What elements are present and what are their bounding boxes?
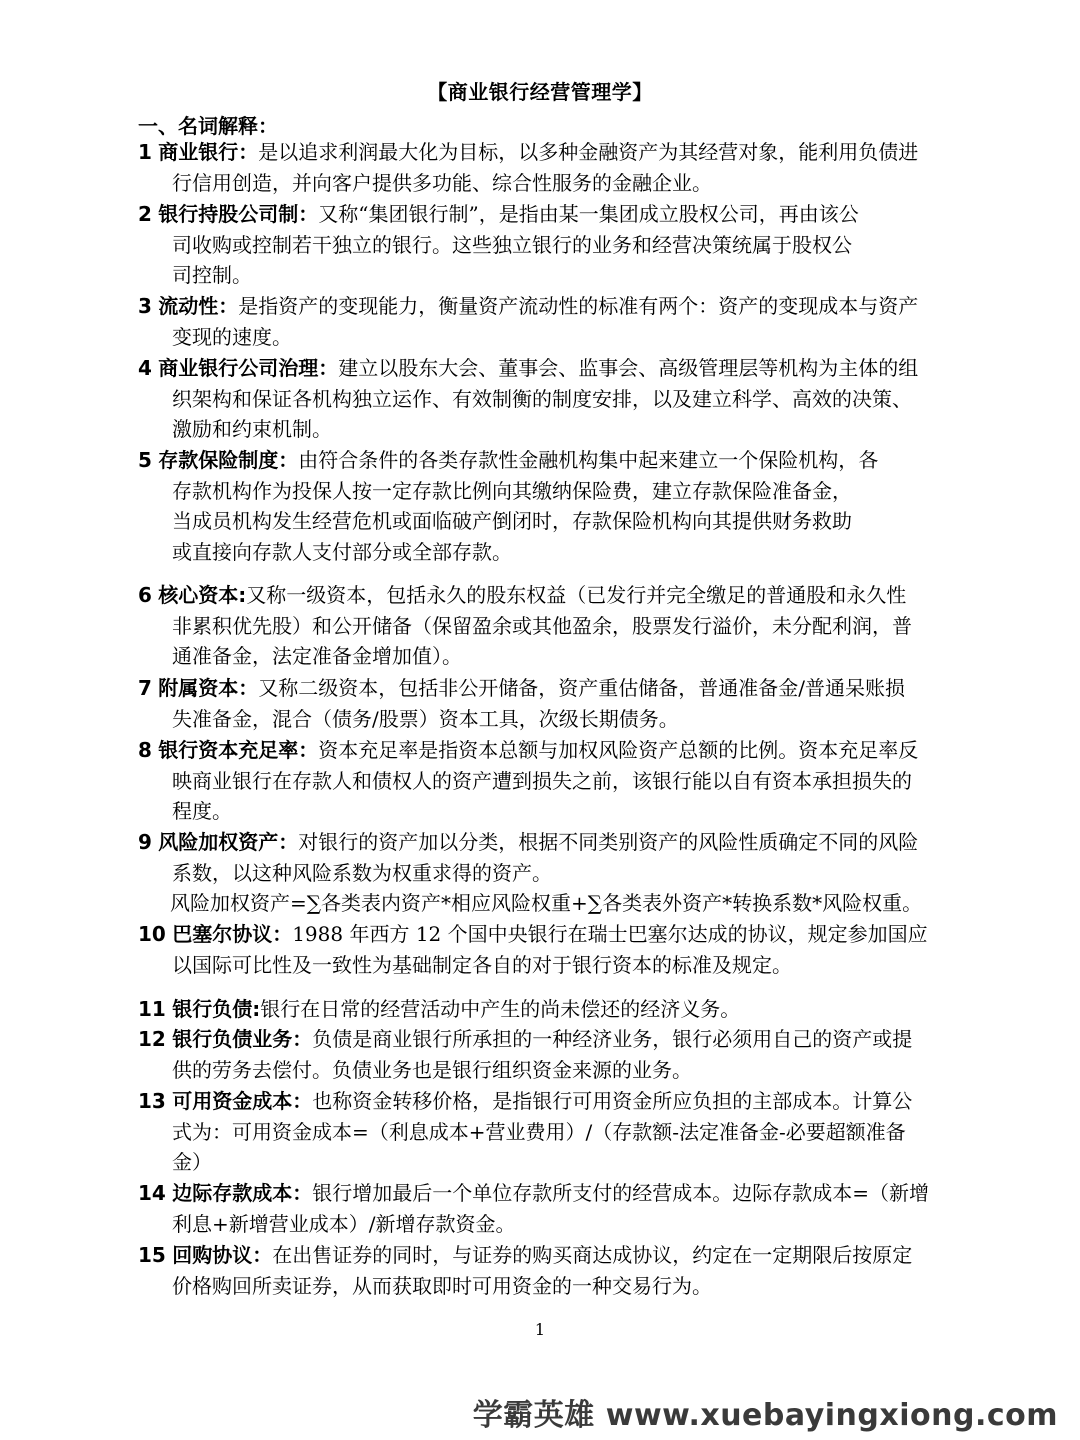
definition-term: 商业银行公司治理： [158,356,339,380]
definition-line [138,858,938,889]
definition-number: 6 [138,583,152,607]
definition-term: 银行持股公司制： [158,202,319,226]
definition-text: 通准备金，法定准备金增加值）。 [172,644,462,668]
page-number: 1 [534,1320,546,1339]
definition-text: 失准备金，混合（债务/股票）资本工具，次级长期债务。 [172,706,679,731]
definition-number: 4 [138,356,152,380]
definition-line [138,1117,938,1148]
definition-entry [138,1024,938,1085]
definition-line [138,137,938,168]
definition-term: 银行负债业务： [172,1027,313,1051]
definition-text: 司收购或控制若干独立的银行。这些独立银行的业务和经营决策统属于股权公 [172,232,852,257]
definition-text: 1988 年西方 12 个国中央银行在瑞士巴塞尔达成的协议，规定参加国应 [292,922,928,946]
definition-line [138,353,938,384]
definition-text: 对银行的资产加以分类，根据不同类别资产的风险性质确定不同的风险 [298,830,919,854]
definition-term: 附属资本： [158,676,259,700]
definition-text: 由符合条件的各类存款性金融机构集中起来建立一个保险机构，各 [298,448,879,472]
definition-line [138,230,938,261]
definition-number: 7 [138,676,152,700]
definition-entry [138,445,938,567]
definition-line [138,476,938,507]
definition-text: 又称一级资本，包括永久的股东权益（已发行并完全缴足的普通股和永久性 [246,583,907,607]
definition-text: 在出售证券的同时，与证券的购买商达成协议，约定在一定期限后按原定 [272,1243,913,1267]
definition-number: 2 [138,202,152,226]
definition-line [138,506,938,537]
definition-number: 5 [138,448,152,472]
definition-text: 建立以股东大会、董事会、监事会、高级管理层等机构为主体的组 [338,356,919,380]
definition-text: 银行增加最后一个单位存款所支付的经营成本。边际存款成本=（新增 [312,1181,929,1205]
definition-text: 是以追求利润最大化为目标，以多种金融资产为其经营对象，能利用负债进 [258,140,919,164]
definition-line [138,384,938,415]
definition-text: 映商业银行在存款人和债权人的资产遭到损失之前，该银行能以自有资本承担损失的 [172,768,912,793]
definition-term: 流动性： [158,294,239,318]
definition-line [138,735,938,766]
definition-line [138,1178,938,1209]
definition-term: 银行资本充足率： [158,738,319,762]
definition-entry [138,291,938,352]
definition-line [138,673,938,704]
definition-line [138,827,938,858]
definition-term: 存款保险制度： [158,448,299,472]
definition-term: 银行负债: [172,997,261,1021]
definition-line [138,1209,938,1240]
definition-line [138,766,938,797]
definition-line [138,414,938,445]
definition-line [138,950,938,981]
definition-line [138,1271,938,1302]
definition-line [138,919,938,950]
definition-line [138,199,938,230]
definition-number: 12 [138,1027,166,1051]
definition-text: 金） [172,1150,212,1174]
definition-text: 程度。 [172,799,232,823]
definition-line [138,994,938,1025]
definition-entry [138,580,938,672]
definition-text: 织架构和保证各机构独立运作、有效制衡的制度安排，以及建立科学、高效的决策、 [172,386,912,411]
definition-text: 价格购回所卖证券，从而获取即时可用资金的一种交易行为。 [172,1273,712,1298]
definition-number: 14 [138,1181,166,1205]
definition-entry [138,1086,938,1178]
definition-entry [138,1178,938,1239]
definition-text: 存款机构作为投保人按一定存款比例向其缴纳保险费，建立存款保险准备金， [172,478,852,503]
definition-text: 以国际可比性及一致性为基础制定各自的对于银行资本的标准及规定。 [172,952,792,977]
definition-number: 10 [138,922,166,946]
definition-number: 9 [138,830,152,854]
definition-line [138,641,938,672]
definition-text: 司控制。 [172,263,252,287]
definition-entry [138,137,938,198]
definition-number: 13 [138,1089,166,1113]
definition-line [138,291,938,322]
definition-entry [138,353,938,445]
definition-number: 1 [138,140,152,164]
definition-text: 或直接向存款人支付部分或全部存款。 [172,539,512,564]
definition-number: 8 [138,738,152,762]
definition-text: 行信用创造，并向客户提供多功能、综合性服务的金融企业。 [172,170,712,195]
definition-text: 变现的速度。 [172,324,292,349]
definition-entry [138,827,938,888]
definition-number: 11 [138,997,166,1021]
definition-number: 3 [138,294,152,318]
definition-term: 巴塞尔协议： [172,922,293,946]
definition-text: 是指资产的变现能力，衡量资产流动性的标准有两个：资产的变现成本与资产 [238,294,919,318]
definition-entry [138,1240,938,1301]
definition-entry [138,919,938,980]
definition-line [138,537,938,568]
definition-term: 商业银行： [158,140,259,164]
definition-line [138,260,938,291]
definition-entry [138,673,938,734]
definition-term: 回购协议： [172,1243,273,1267]
definition-term: 边际存款成本： [172,1181,313,1205]
definition-text: 又称二级资本，包括非公开储备，资产重估储备，普通准备金/普通呆账损 [258,676,906,700]
definition-text: 式为：可用资金成本=（利息成本+营业费用）/（存款额-法定准备金-必要超额准备 [172,1119,906,1144]
definition-term: 可用资金成本： [172,1089,313,1113]
definition-text: 银行在日常的经营活动中产生的尚未偿还的经济义务。 [260,997,741,1021]
risk-weighted-assets-formula: 风险加权资产=∑各类表内资产*相应风险权重+∑各类表外资产*转换系数*风险权重。 [170,891,923,915]
watermark: 学霸英雄 www.xuebayingxiong.com [472,1398,1058,1433]
definition-line [138,1086,938,1117]
definition-text: 系数，以这种风险系数为权重求得的资产。 [172,860,552,885]
definition-entry [138,735,938,827]
definition-entry [138,199,938,291]
definition-line [138,445,938,476]
definition-line [138,1055,938,1086]
definition-entry [138,994,938,1025]
definition-text: 非累积优先股）和公开储备（保留盈余或其他盈余，股票发行溢价，未分配利润，普 [172,613,912,638]
definition-line [138,796,938,827]
definition-term: 核心资本: [158,583,247,607]
document-title: 【商业银行经营管理学】 [427,80,653,104]
definition-line [138,168,938,199]
definition-text: 负债是商业银行所承担的一种经济业务，银行必须用自己的资产或提 [312,1027,913,1051]
definition-term: 风险加权资产： [158,830,299,854]
definition-text: 激励和约束机制。 [172,417,332,441]
definition-line [138,580,938,611]
definition-text: 又称“集团银行制”，是指由某一集团成立股权公司，再由该公 [318,202,859,226]
definition-text: 利息+新增营业成本）/新增存款资金。 [172,1211,516,1236]
section-heading: 一、名词解释： [138,114,278,138]
definition-line [138,1147,938,1178]
definition-text: 也称资金转移价格，是指银行可用资金所应负担的主部成本。计算公 [312,1089,913,1113]
definition-text: 供的劳务去偿付。负债业务也是银行组织资金来源的业务。 [172,1057,692,1082]
definition-text: 资本充足率是指资本总额与加权风险资产总额的比例。资本充足率反 [318,738,919,762]
definition-number: 15 [138,1243,166,1267]
definition-text: 当成员机构发生经营危机或面临破产倒闭时，存款保险机构向其提供财务救助 [172,509,852,533]
definition-line [138,611,938,642]
definition-line [138,322,938,353]
definition-line [138,1024,938,1055]
definition-line [138,1240,938,1271]
definition-line [138,704,938,735]
